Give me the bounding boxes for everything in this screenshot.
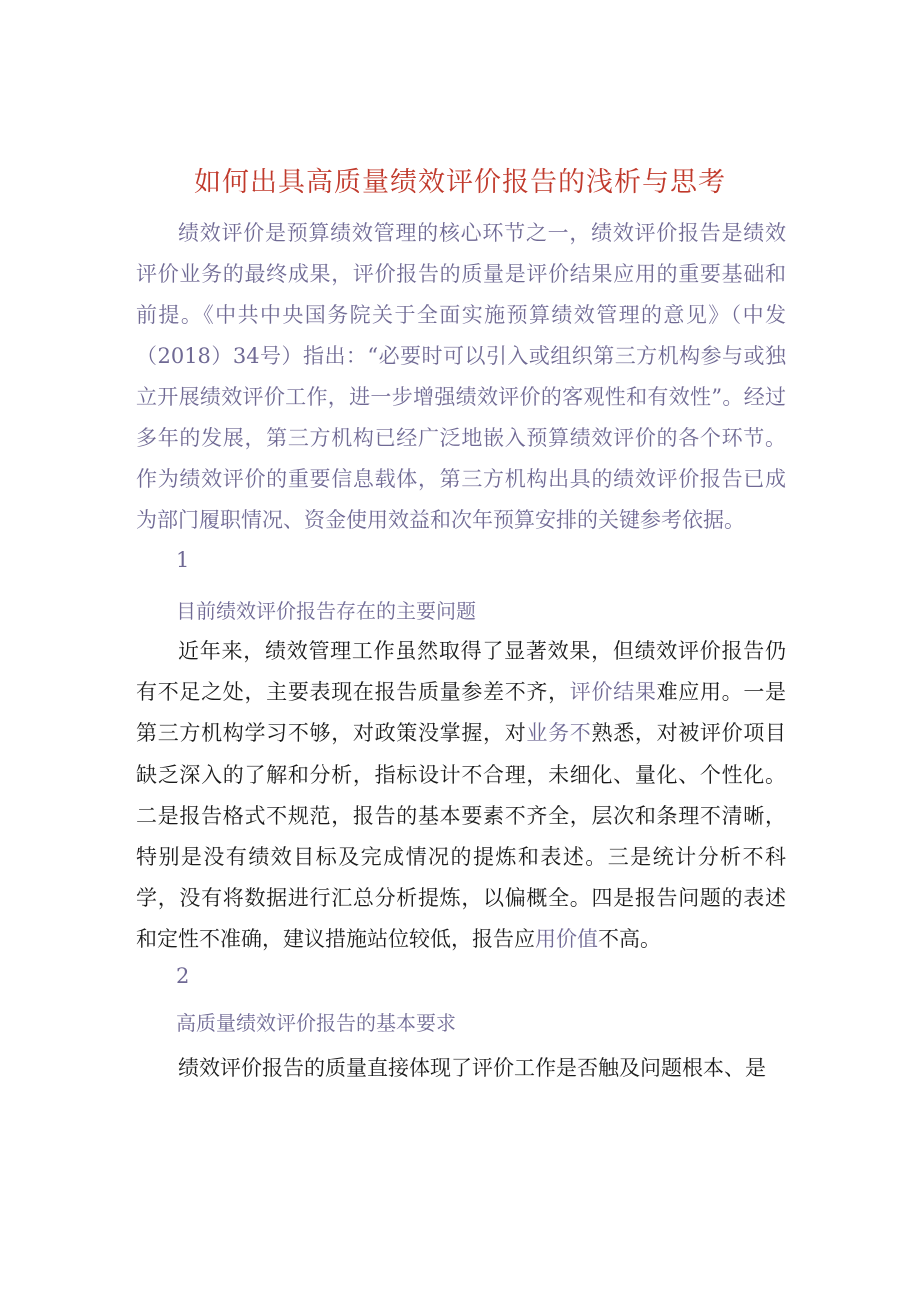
section-2-number: 2 (176, 964, 190, 988)
section-1-text: 难应用。一是第三方机构学习不够，对政策没掌握，对 (136, 680, 787, 746)
section-1-text: 熟悉，对被评价项目缺乏深入的了解和分析，指标设计不合理，未细化、量化、个性化。二是报告格式不规范，报告的基本要素不齐全，层次和条理不清晰，特别是没有绩效目标及完成情况的提炼和表述。三是统计分析不科学，没有将数据进行汇总分析提炼，以偏概全。四是报告问题的表述和定性不准确，建议措施站位较低，报告应 (136, 721, 787, 952)
section-1-heading: 目前绩效评价报告存在的主要问题 (176, 599, 476, 623)
highlight-business: 业务不 (526, 721, 592, 746)
document-title: 如何出具高质量绩效评价报告的浅析与思考 (194, 167, 726, 198)
section-2-paragraph: 绩效评价报告的质量直接体现了评价工作是否触及问题根本、是 (178, 1056, 766, 1080)
highlight-evaluation-results: 评价结果 (569, 680, 657, 705)
section-1-text: 不高。 (598, 927, 661, 952)
section-2-heading: 高质量绩效评价报告的基本要求 (176, 1011, 456, 1035)
section-1-number: 1 (176, 548, 190, 572)
section-1-text: 近年来，绩效管理工作虽然取得了显著效果，但绩效评价报告仍有不足之处，主要表现在报告质量参差不齐， (136, 639, 786, 705)
section-1-paragraph (136, 631, 786, 961)
intro-paragraph: 绩效评价是预算绩效管理的核心环节之一，绩效评价报告是绩效评价业务的最终成果，评价报告的质量是评价结果应用的重要基础和前提。《中共中央国务院关于全面实施预算绩效管理的意见》（中发（2018）34号）指出：“必要时可以引入或组织第三方机构参与或独立开展绩效评价工作，进一步增强绩效评价的客观性和有效性”。经过多年的发展，第三方机构已经广泛地嵌入预算绩效评价的各个环节。作为绩效评价的重要信息载体，第三方机构出具的绩效评价报告已成为部门履职情况、资金使用效益和次年预算安排的关键参考依据。 (136, 221, 786, 532)
highlight-use-value: 用价值 (535, 927, 598, 952)
